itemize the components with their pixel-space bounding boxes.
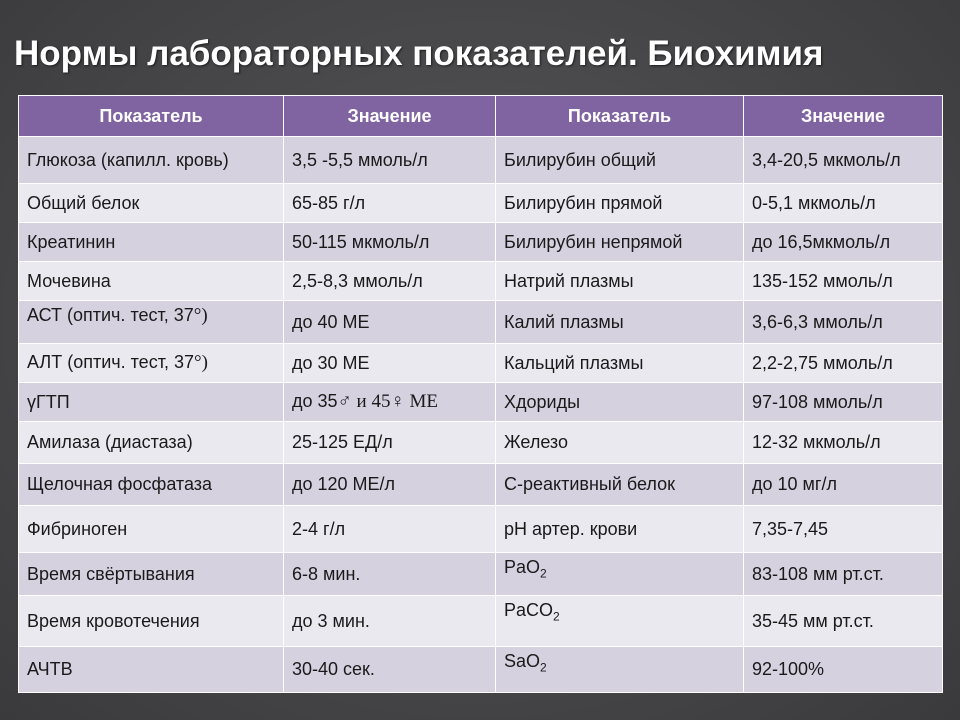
gender-symbols: ♂ и 45♀ МЕ bbox=[337, 391, 438, 412]
value-cell: 6-8 мин. bbox=[284, 553, 496, 596]
indicator-cell: Щелочная фосфатаза bbox=[19, 464, 284, 506]
value-cell: 92-100% bbox=[744, 647, 943, 693]
lab-norms-table bbox=[18, 95, 943, 693]
subscript: 2 bbox=[540, 566, 547, 581]
value-cell: до 30 МЕ bbox=[284, 344, 496, 383]
indicator-cell: Билирубин прямой bbox=[496, 184, 744, 223]
indicator-text: PaCO bbox=[504, 600, 554, 620]
degree-symbol: °) bbox=[193, 305, 208, 326]
table-row bbox=[19, 506, 943, 553]
subscript: 2 bbox=[540, 660, 547, 675]
indicator-cell: Хдориды bbox=[496, 383, 744, 422]
table-row bbox=[19, 262, 943, 301]
table-header-row bbox=[19, 96, 943, 137]
value-cell: 7,35-7,45 bbox=[744, 506, 943, 553]
indicator-cell bbox=[496, 596, 744, 647]
indicator-cell: Время кровотечения bbox=[19, 596, 284, 647]
indicator-cell bbox=[496, 647, 744, 693]
indicator-cell: Креатинин bbox=[19, 223, 284, 262]
header-value-2: Значение bbox=[744, 96, 943, 137]
indicator-cell: Калий плазмы bbox=[496, 301, 744, 344]
value-cell: 3,6-6,3 ммоль/л bbox=[744, 301, 943, 344]
indicator-cell: Билирубин общий bbox=[496, 137, 744, 184]
value-cell: 2,5-8,3 ммоль/л bbox=[284, 262, 496, 301]
indicator-text: PaO bbox=[504, 557, 541, 577]
indicator-cell: АЧТВ bbox=[19, 647, 284, 693]
indicator-cell bbox=[19, 344, 284, 383]
table-row bbox=[19, 223, 943, 262]
value-cell: 25-125 ЕД/л bbox=[284, 422, 496, 464]
indicator-text: АЛТ (оптич. тест, 37 bbox=[27, 352, 194, 372]
table-row bbox=[19, 464, 943, 506]
indicator-cell: Железо bbox=[496, 422, 744, 464]
indicator-cell: Общий белок bbox=[19, 184, 284, 223]
indicator-cell: Амилаза (диастаза) bbox=[19, 422, 284, 464]
value-cell: 2,2-2,75 ммоль/л bbox=[744, 344, 943, 383]
table-row bbox=[19, 344, 943, 383]
value-cell: 2-4 г/л bbox=[284, 506, 496, 553]
value-cell: до 40 МЕ bbox=[284, 301, 496, 344]
value-cell: 50-115 мкмоль/л bbox=[284, 223, 496, 262]
degree-symbol: °) bbox=[193, 352, 208, 373]
indicator-cell: Глюкоза (капилл. кровь) bbox=[19, 137, 284, 184]
value-cell: 30-40 сек. bbox=[284, 647, 496, 693]
table-row bbox=[19, 301, 943, 344]
value-cell: до 120 МЕ/л bbox=[284, 464, 496, 506]
indicator-text: SaO bbox=[504, 651, 541, 671]
table-row bbox=[19, 647, 943, 693]
value-cell: 35-45 мм рт.ст. bbox=[744, 596, 943, 647]
indicator-cell: γГТП bbox=[19, 383, 284, 422]
value-cell: 83-108 мм рт.ст. bbox=[744, 553, 943, 596]
table-row bbox=[19, 596, 943, 647]
value-cell: 135-152 ммоль/л bbox=[744, 262, 943, 301]
value-cell bbox=[284, 383, 496, 422]
value-cell: 65-85 г/л bbox=[284, 184, 496, 223]
indicator-cell: рН артер. крови bbox=[496, 506, 744, 553]
table-row bbox=[19, 422, 943, 464]
indicator-cell: С-реактивный белок bbox=[496, 464, 744, 506]
table-row bbox=[19, 553, 943, 596]
table-row bbox=[19, 184, 943, 223]
header-indicator-2: Показатель bbox=[496, 96, 744, 137]
indicator-cell bbox=[496, 553, 744, 596]
value-cell: 3,4-20,5 мкмоль/л bbox=[744, 137, 943, 184]
slide-title: Нормы лабораторных показателей. Биохимия bbox=[14, 34, 824, 73]
indicator-cell: Натрий плазмы bbox=[496, 262, 744, 301]
indicator-text: АСТ (оптич. тест, 37 bbox=[27, 305, 194, 325]
subscript: 2 bbox=[553, 609, 560, 624]
value-cell: до 16,5мкмоль/л bbox=[744, 223, 943, 262]
value-cell: до 3 мин. bbox=[284, 596, 496, 647]
table-row bbox=[19, 383, 943, 422]
value-cell: 3,5 -5,5 ммоль/л bbox=[284, 137, 496, 184]
header-value-1: Значение bbox=[284, 96, 496, 137]
value-text: до 35 bbox=[292, 391, 338, 411]
value-cell: 12-32 мкмоль/л bbox=[744, 422, 943, 464]
indicator-cell: Время свёртывания bbox=[19, 553, 284, 596]
value-cell: 0-5,1 мкмоль/л bbox=[744, 184, 943, 223]
value-cell: до 10 мг/л bbox=[744, 464, 943, 506]
indicator-cell bbox=[19, 301, 284, 344]
indicator-cell: Кальций плазмы bbox=[496, 344, 744, 383]
value-cell: 97-108 ммоль/л bbox=[744, 383, 943, 422]
header-indicator-1: Показатель bbox=[19, 96, 284, 137]
indicator-cell: Билирубин непрямой bbox=[496, 223, 744, 262]
indicator-cell: Мочевина bbox=[19, 262, 284, 301]
table-row bbox=[19, 137, 943, 184]
indicator-cell: Фибриноген bbox=[19, 506, 284, 553]
